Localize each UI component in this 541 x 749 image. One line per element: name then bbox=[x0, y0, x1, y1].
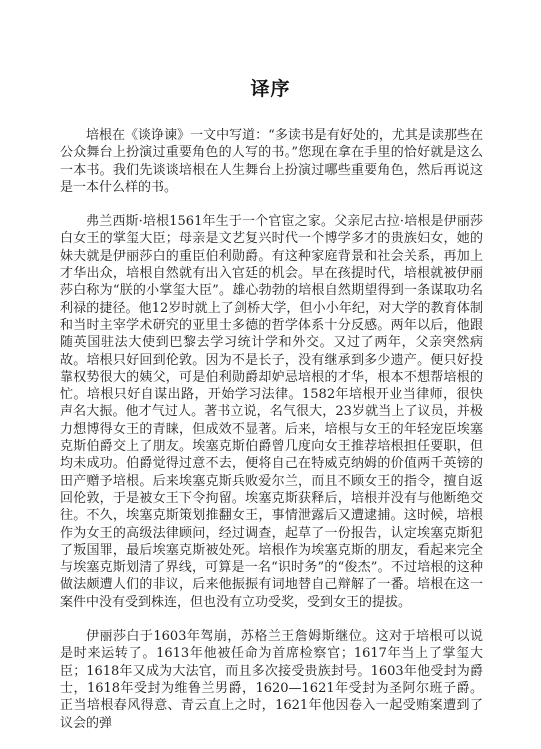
page-title: 译序 bbox=[250, 78, 291, 100]
paragraph: 培根在《谈诤谏》一文中写道：“多读书是有好处的，尤其是读那些在公众舞台上扮演过重要角色的人写的书。”您现在拿在手里的恰好就是这么一本书。我们先谈谈培根在人生舞台上扮演过哪些重要角色，然后再说这是一本什么样的书。 bbox=[60, 128, 483, 195]
paragraph: 弗兰西斯·培根1561年生于一个官宦之家。父亲尼古拉·培根是伊丽莎白女王的掌玺大臣；母亲是文艺复兴时代一个博学多才的贵族妇女，她的妹夫就是伊丽莎白的重臣伯利勋爵。有这种家庭背景和社会关系，再加上才华出众，培根自然就有出入官廷的机会。早在孩提时代，培根就被伊丽莎白称为“朕的小掌玺大臣”。雄心勃勃的培根自然期望得到一条谋取功名利禄的捷径。他12岁时就上了剑桥大学，但小小年纪，对大学的教育体制和当时主宰学术研究的亚里士多德的哲学体系十分反感。两年以后，他跟随英国驻法大使到巴黎去学习统计学和外交。又过了两年，父亲突然病故。培根只好回到伦敦。因为不是长子，没有继承到多少遗产。便只好投靠权势很大的姨父，可是伯利勋爵却妒忌培根的才华，根本不想帮培根的忙。培根只好自谋出路，开始学习法律。1582年培根开业当律师，很快声名大振。他才气过人。著书立说，名气很大，23岁就当上了议员，并极力想博得女王的青睐，但成效不显著。后来，培根与女王的年轻宠臣埃塞克斯伯爵交上了朋友。埃塞克斯伯爵曾几度向女王推荐培根担任要职，但均未成功。伯爵觉得过意不去，便将自己在特威克纳姆的价值两千英镑的田产赠予培根。后来埃塞克斯兵败爱尔兰，而且不顾女王的指令，擅自返回伦敦，于是被女王下令拘留。埃塞克斯获释后，培根并没有与他断绝交往。不久，埃塞克斯策划推翻女王，事情泄露后又遭逮捕。这时候，培根作为女王的高级法律顾问，经过调查，起草了一份报告，认定埃塞克斯犯了叛国罪，最后埃塞克斯被处死。培根作为埃塞克斯的朋友，看起来完全与埃塞克斯划清了界线，可算是一名“识时务”的“俊杰”。不过培根的这种做法颇遭人们的非议，后来他振振有词地替自己辩解了一番。培根在这一案件中没有受到株连，但也没有立功受奖，受到女王的提拔。 bbox=[60, 214, 483, 610]
body-text bbox=[60, 127, 483, 749]
paragraph: 伊丽莎白于1603年驾崩，苏格兰王詹姆斯继位。这对于培根可以说是时来运转了。1613年他被任命为首席检察官；1617年当上了掌玺大臣；1618年又成为大法官，而且多次接受贵族封号。1603年他受封为爵士，1618年受封为维鲁兰男爵，1620—1621年受封为圣阿尔班子爵。正当培根春风得意、青云直上之时，1621年他因卷入一起受贿案遭到了议会的弹 bbox=[60, 629, 483, 731]
